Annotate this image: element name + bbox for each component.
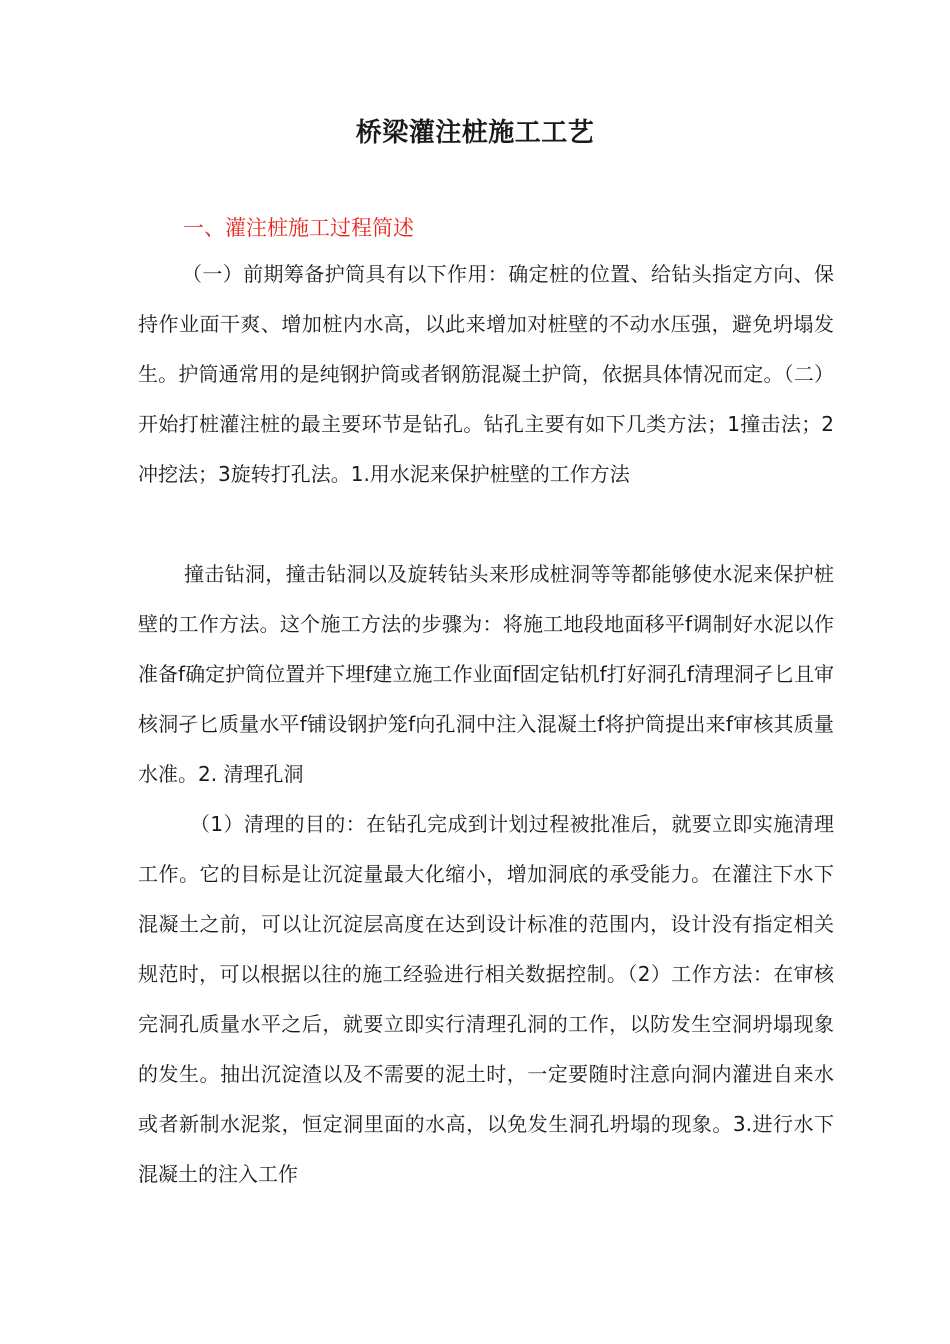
section-heading: 一、灌注桩施工过程简述	[183, 216, 414, 240]
body-paragraph-1: （一）前期筹备护筒具有以下作用：确定桩的位置、给钻头指定方向、保持作业面干爽、增加桩内水高，以此来增加对桩壁的不动水压强，避免坍塌发生。护筒通常用的是纯钢护筒或者钢筋混凝土护筒，依据具体情况而定。（二）开始打桩灌注桩的最主要环节是钻孔。钻孔主要有如下几类方法；1撞击法；2冲挖法；3旋转打孔法。1.用水泥来保护桩壁的工作方法	[138, 262, 834, 486]
page-title: 桥梁灌注桩施工工艺	[355, 118, 595, 148]
body-paragraph-2: 撞击钻洞，撞击钻洞以及旋转钻头来形成桩洞等等都能够使水泥来保护桩壁的工作方法。这个施工方法的步骤为：将施工地段地面移平f调制好水泥以作准备f确定护筒位置并下埋f建立施工作业面f固定钻机f打好洞孔f清理洞孑匕且审核洞孑匕质量水平f铺设钢护笼f向孔洞中注入混凝土f将护筒提出来f审核其质量水准。2. 清理孔洞	[138, 562, 834, 786]
body-paragraph-3: （1）清理的目的：在钻孔完成到计划过程被批准后，就要立即实施清理工作。它的目标是让沉淀量最大化缩小，增加洞底的承受能力。在灌注下水下混凝土之前，可以让沉淀层高度在达到设计标准的范围内，设计没有指定相关规范时，可以根据以往的施工经验进行相关数据控制。（2）工作方法：在审核完洞孔质量水平之后，就要立即实行清理孔洞的工作，以防发生空洞坍塌现象的发生。抽出沉淀渣以及不需要的泥土时，一定要随时注意向洞内灌进自来水或者新制水泥浆，恒定洞里面的水高，以免发生洞孔坍塌的现象。3.进行水下混凝土的注入工作	[138, 812, 834, 1186]
